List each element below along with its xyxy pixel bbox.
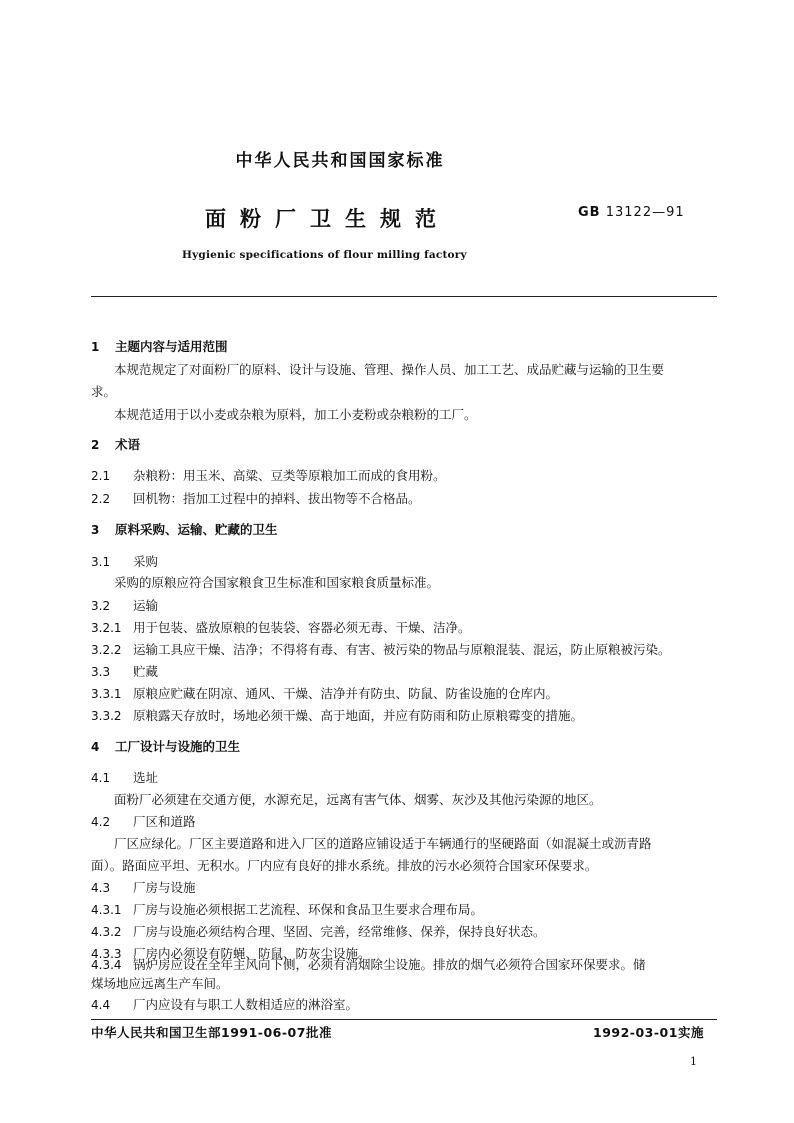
clause-number: 3 xyxy=(91,523,100,537)
clause-text: 求。 xyxy=(91,384,117,399)
clause-item xyxy=(91,619,471,637)
standard-code xyxy=(578,205,685,220)
clause-text: 厂房与设施必须根据工艺流程、环保和食品卫生要求合理布局。 xyxy=(133,902,484,917)
clause-item xyxy=(91,901,483,919)
clause-number: 2.2 xyxy=(91,492,111,506)
clause-text: 采购的原粮应符合国家粮食卫生标准和国家粮食质量标准。 xyxy=(114,575,440,590)
header-divider xyxy=(91,296,717,297)
clause-text: 杂粮粉：用玉米、高粱、豆类等原粮加工而成的食用粉。 xyxy=(133,468,446,483)
clause-text: 用于包装、盛放原粮的包装袋、容器必须无毒、干燥、洁净。 xyxy=(133,620,471,635)
approval-line: 中华人民共和国卫生部1991-06-07批准 xyxy=(91,1025,332,1040)
clause-text: 工厂设计与设施的卫生 xyxy=(115,739,241,754)
clause-text: 面）。路面应平坦、无积水。厂内应有良好的排水系统。排放的污水必须符合国家环保要求。 xyxy=(91,858,598,873)
body-paragraph xyxy=(114,835,652,853)
clause-text: 术语 xyxy=(115,437,141,452)
clause-text: 厂区和道路 xyxy=(133,814,196,829)
body-paragraph xyxy=(114,574,439,592)
clause-number: 3.2.1 xyxy=(91,621,122,635)
clause-item xyxy=(91,490,421,508)
clause-item xyxy=(91,996,358,1014)
clause-item xyxy=(91,553,158,571)
clause-text: 锅炉房应设在全年主风向下侧，必须有消烟除尘设施。排放的烟气必须符合国家环保要求。储 xyxy=(133,957,646,972)
clause-text: 厂房内必须设有防蝇、防鼠、防灰尘设施。 xyxy=(133,946,371,961)
effective-date-line: 1992-03-01实施 xyxy=(593,1025,704,1040)
clause-item xyxy=(91,685,558,703)
clause-text: 采购 xyxy=(133,554,159,569)
clause-text: 贮藏 xyxy=(133,664,159,679)
clause-text: 选址 xyxy=(133,770,159,785)
clause-text: 回机物：指加工过程中的掉料、拔出物等不合格品。 xyxy=(133,491,421,506)
section-heading xyxy=(91,521,278,539)
clause-number: 3.1 xyxy=(91,555,111,569)
clause-text: 厂区应绿化。厂区主要道路和进入厂区的道路应铺设适于车辆通行的坚硬路面（如混凝土或沥青路 xyxy=(114,836,652,851)
body-paragraph-continuation xyxy=(91,857,597,875)
clause-text: 厂房与设施必须结构合理、坚固、完善，经常维修、保养，保持良好状态。 xyxy=(133,924,546,939)
clause-number: 3.2.2 xyxy=(91,643,122,657)
clause-item xyxy=(91,663,158,681)
clause-number: 4.3.1 xyxy=(91,903,122,917)
clause-text: 本规范规定了对面粉厂的原料、设计与设施、管理、操作人员、加工工艺、成品贮藏与运输的卫生要 xyxy=(114,362,665,377)
section-heading xyxy=(91,436,140,454)
clause-text: 本规范适用于以小麦或杂粮为原料，加工小麦粉或杂粮粉的工厂。 xyxy=(114,407,477,422)
body-paragraph-continuation xyxy=(91,975,229,993)
clause-number: 3.3.1 xyxy=(91,687,122,701)
clause-item xyxy=(91,641,671,659)
clause-item xyxy=(91,707,583,725)
clause-text: 面粉厂必须建在交通方便，水源充足，远离有害气体、烟雾、灰沙及其他污染源的地区。 xyxy=(114,792,602,807)
clause-number: 3.2 xyxy=(91,599,111,613)
clause-text: 运输工具应干燥、洁净；不得将有毒、有害、被污染的物品与原粮混装、混运，防止原粮被污染。 xyxy=(133,642,671,657)
page-number: 1 xyxy=(690,1055,697,1068)
clause-item xyxy=(91,769,158,787)
clause-text: 原粮应贮藏在阴凉、通风、干燥、洁净并有防虫、防鼠、防雀设施的仓库内。 xyxy=(133,686,559,701)
standard-code-number: 13122—91 xyxy=(605,205,685,220)
clause-number: 1 xyxy=(91,340,100,354)
clause-text: 厂内应设有与职工人数相适应的淋浴室。 xyxy=(133,997,359,1012)
clause-text: 煤场地应远离生产车间。 xyxy=(91,976,229,991)
clause-item xyxy=(91,879,196,897)
clause-text: 原粮露天存放时，场地必须干燥、高于地面，并应有防雨和防止原粮霉变的措施。 xyxy=(133,708,584,723)
clause-number: 4.3 xyxy=(91,881,111,895)
clause-item xyxy=(91,923,546,941)
body-paragraph-continuation xyxy=(91,383,116,401)
clause-text: 原料采购、运输、贮藏的卫生 xyxy=(115,522,278,537)
clause-number: 3.3 xyxy=(91,665,111,679)
body-paragraph xyxy=(114,406,477,424)
clause-text: 运输 xyxy=(133,598,159,613)
clause-number: 4.3.3 xyxy=(91,947,122,961)
national-standard-label: 中华人民共和国国家标准 xyxy=(235,151,445,171)
clause-text: 厂房与设施 xyxy=(133,880,196,895)
section-heading xyxy=(91,738,240,756)
section-heading xyxy=(91,338,228,356)
english-title: Hygienic specifications of flour milling factory xyxy=(182,249,467,261)
clause-number: 2.1 xyxy=(91,469,111,483)
clause-item xyxy=(91,813,196,831)
body-paragraph xyxy=(114,791,602,809)
clause-number: 4.4 xyxy=(91,998,111,1012)
clause-number: 2 xyxy=(91,438,100,452)
document-title: 面粉厂卫生规范 xyxy=(205,207,450,231)
clause-item xyxy=(91,467,446,485)
clause-item xyxy=(91,597,158,615)
footer-divider xyxy=(91,1019,717,1020)
clause-number: 4.3.4 xyxy=(91,958,122,972)
clause-number: 4.2 xyxy=(91,815,111,829)
clause-item xyxy=(91,956,646,974)
clause-number: 3.3.2 xyxy=(91,709,122,723)
clause-number: 4.3.2 xyxy=(91,925,122,939)
standard-code-prefix: GB xyxy=(578,205,601,220)
clause-text: 主题内容与适用范围 xyxy=(115,339,228,354)
clause-number: 4.1 xyxy=(91,771,111,785)
body-paragraph xyxy=(114,361,664,379)
clause-number: 4 xyxy=(91,740,100,754)
